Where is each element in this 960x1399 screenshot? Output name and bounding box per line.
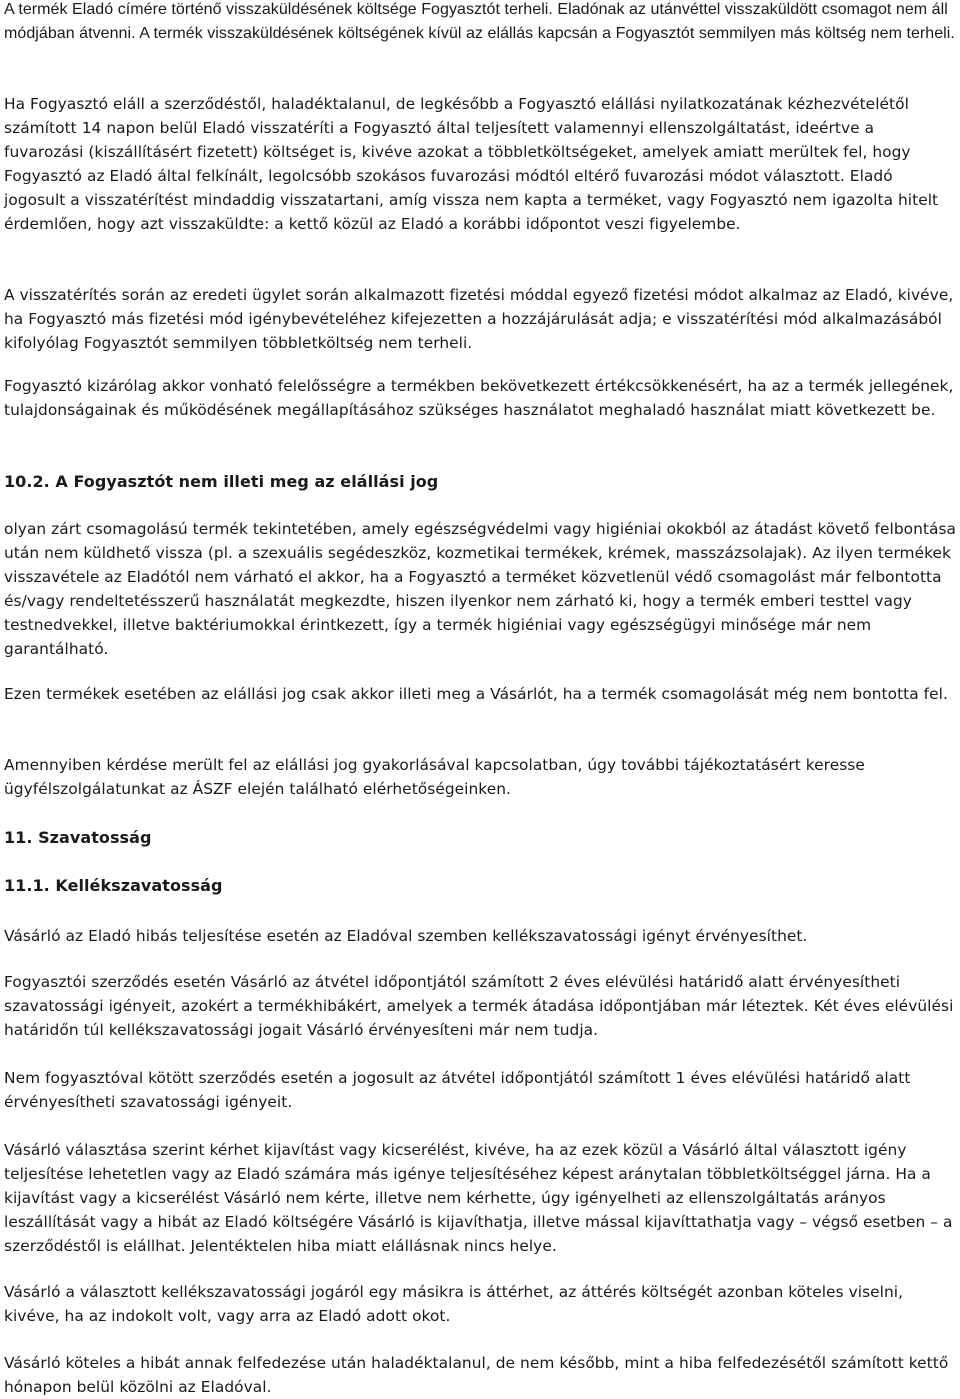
paragraph-repair-replacement: Vásárló választása szerint kérhet kijavítást vagy kicserélést, kivéve, ha az ezek közül a Vásárló által választott igény teljesítése lehetetlen vagy az Eladó számára más igénye teljesítéséhez képest aránytalan többletköltséggel járna. Ha a kijavítást vagy a kicserélést Vásárló nem kérte, illetve nem kérhette, úgy igényelheti az ellenszolgáltatás arányos leszállítását vagy a hibát az Eladó költségére Vásárló is kijavíthatja, illetve mással kijavíttathatja vagy – végső esetben – a szerződéstől is elállhat. Jelentéktelen hiba miatt elállásnak nincs helye.	[4, 1141, 953, 1255]
paragraph-refund-method: A visszatérítés során az eredeti ügylet során alkalmazott fizetési móddal egyező fizetési módot alkalmaz az Eladó, kivéve, ha Fogyasztó más fizetési mód igénybevételéhez kifejezetten a hozzájárulását adja; e visszatérítési mód alkalmazásából kifolyólag Fogyasztót semmilyen többletköltség nem terheli.	[4, 286, 954, 352]
section-heading-11: 11. Szavatosság	[4, 828, 152, 847]
paragraph-customer-service: Amennyiben kérdése merült fel az elállási jog gyakorlásával kapcsolatban, úgy további tájékoztatásért keresse ügyfélszolgálatunkat az ÁSZF elején található elérhetőségeinken.	[4, 756, 865, 798]
paragraph-report-defect: Vásárló köteles a hibát annak felfedezése után haladéktalanul, de nem később, mint a hiba felfedezésétől számított kettő hónapon belül közölni az Eladóval.	[4, 1354, 949, 1396]
paragraph-refund: Ha Fogyasztó eláll a szerződéstől, haladéktalanul, de legkésőbb a Fogyasztó elállási nyilatkozatának kézhezvételétől számított 14 napon belül Eladó visszatéríti a Fogyasztó által teljesített valamennyi ellenszolgáltatást, ideértve a fuvarozási (kiszállításért fizetett) költséget is, kivéve azokat a többletköltségeket, amelyek amiatt merültek fel, hogy Fogyasztó az Eladó által felkínált, legolcsóbb szokásos fuvarozási módtól eltérő fuvarozási módot választott. Eladó jogosult a visszatérítést mindaddig visszatartani, amíg vissza nem kapta a terméket, vagy Fogyasztó nem igazolta hitelt érdemlően, hogy azt visszaküldte: a kettő közül az Eladó a korábbi időpontot veszi figyelembe.	[4, 95, 939, 233]
paragraph-warranty-claim: Vásárló az Eladó hibás teljesítése esetén az Eladóval szemben kellékszavatossági igényt érvényesíthet.	[4, 927, 808, 945]
paragraph-return-cost: A termék Eladó címére történő visszaküldésének költsége Fogyasztót terheli. Eladónak az utánvéttel visszaküldött csomagot nem áll módjában átvenni. A termék visszaküldésének költségének kívül az elállás kapcsán a Fogyasztót semmilyen más költség nem terheli.	[4, 1, 955, 42]
paragraph-unopened-packaging: Ezen termékek esetében az elállási jog csak akkor illeti meg a Vásárlót, ha a termék csomagolását még nem bontotta fel.	[4, 685, 948, 703]
paragraph-sealed-products: olyan zárt csomagolású termék tekintetében, amely egészségvédelmi vagy higiéniai okokból az átadást követő felbontása után nem küldhető vissza (pl. a szexuális segédeszköz, kozmetikai termékek, krémek, masszázsolajak). Az ilyen termékek visszavétele az Eladótól nem várható el akkor, ha a Fogyasztó a terméket közvetlenül védő csomagolást már felbontotta és/vagy rendeltetésszerű használatát megkezdte, hiszen ilyenkor nem zárható ki, hogy a termék emberi testtel vagy testnedvekkel, illetve baktériumokkal érintkezett, így a termék higiéniai vagy egészségügyi minősége már nem garantálható.	[4, 520, 957, 658]
paragraph-non-consumer-warranty: Nem fogyasztóval kötött szerződés esetén a jogosult az átvétel időpontjától számított 1 éves elévülési határidő alatt érvényesítheti szavatossági igényeit.	[4, 1069, 911, 1111]
paragraph-liability: Fogyasztó kizárólag akkor vonható felelősségre a termékben bekövetkezett értékcsökkenésért, ha az a termék jellegének, tulajdonságainak és működésének megállapításához szükséges használatot meghaladó használat miatt következett be.	[4, 377, 954, 419]
section-heading-10-2: 10.2. A Fogyasztót nem illeti meg az elállási jog	[4, 472, 439, 491]
paragraph-switch-rights: Vásárló a választott kellékszavatossági jogáról egy másikra is áttérhet, az áttérés költségét azonban köteles viselni, kivéve, ha az indokolt volt, vagy arra az Eladó adott okot.	[4, 1283, 904, 1325]
section-heading-11-1: 11.1. Kellékszavatosság	[4, 876, 223, 895]
paragraph-consumer-warranty: Fogyasztói szerződés esetén Vásárló az átvétel időpontjától számított 2 éves elévülési határidő alatt érvényesítheti szavatossági igényeit, azokért a termékhibákért, amelyek a termék átadása időpontjában már léteztek. Két éves elévülési határidőn túl kellékszavatossági jogait Vásárló érvényesíteni már nem tudja.	[4, 973, 954, 1039]
